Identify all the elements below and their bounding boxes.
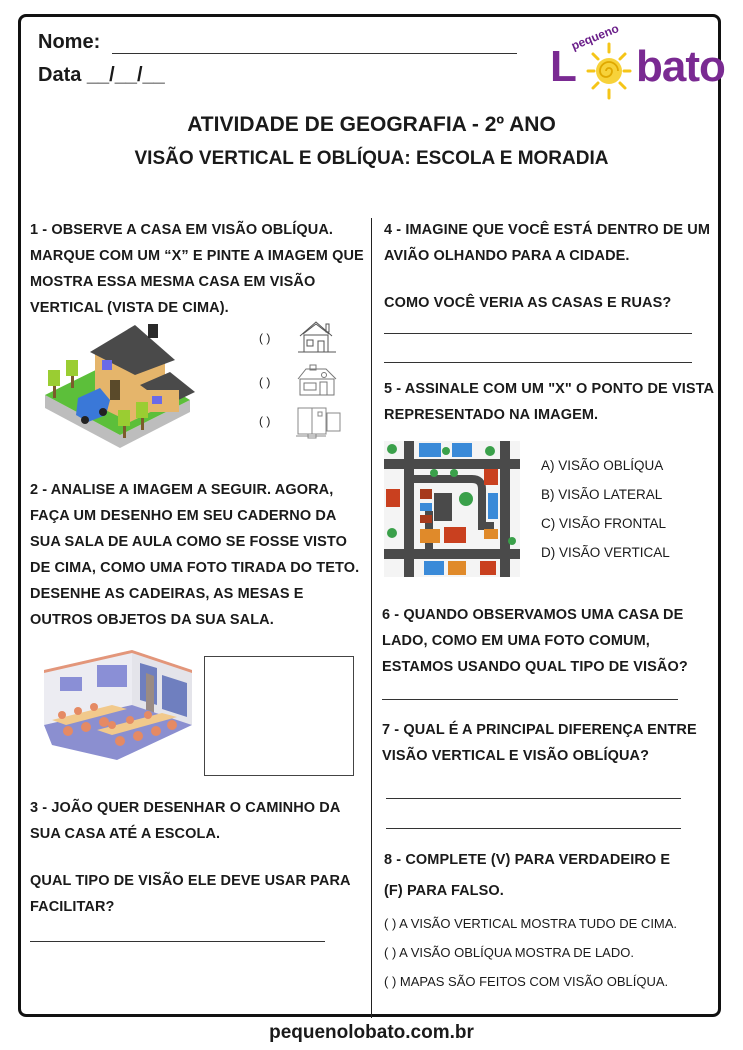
q6-answer-line[interactable]: [382, 699, 678, 700]
q7-answer-line-1[interactable]: [386, 798, 681, 799]
sun-icon: [580, 40, 638, 102]
q1-choice-2-mark[interactable]: ( ): [259, 375, 271, 389]
column-divider: [371, 218, 372, 1018]
page-title: ATIVIDADE DE GEOGRAFIA - 2º ANO: [187, 113, 556, 136]
logo-letter-l: L: [550, 42, 576, 91]
question-8-text-b: (F) PARA FALSO.: [384, 883, 504, 899]
house-front-outline-icon[interactable]: [298, 320, 336, 354]
name-label: Nome:: [38, 31, 101, 53]
q5-option-c[interactable]: C) VISÃO FRONTAL: [541, 516, 667, 531]
footer-site-link[interactable]: pequenolobato.com.br: [269, 1022, 474, 1043]
q8-item-1[interactable]: ( ) A VISÃO VERTICAL MOSTRA TUDO DE CIMA.: [384, 916, 678, 931]
question-3-text-a: 3 - JOÃO QUER DESENHAR O CAMINHO DA SUA CASA ATÉ A ESCOLA.: [30, 800, 340, 842]
date-label: Data __/__/__: [38, 64, 165, 86]
question-3-text-b: QUAL TIPO DE VISÃO ELE DEVE USAR PARA FACILITAR?: [30, 873, 351, 915]
q1-choice-1-mark[interactable]: ( ): [259, 331, 271, 345]
logo: [550, 21, 725, 102]
q5-option-b[interactable]: B) VISÃO LATERAL: [541, 487, 663, 502]
question-1-text: 1 - OBSERVE A CASA EM VISÃO OBLÍQUA. MARQUE COM UM “X” E PINTE A IMAGEM QUE MOSTRA ESSA MESMA CASA EM VISÃO VERTICAL (VISTA DE CIMA).: [30, 222, 364, 316]
question-7-text: 7 - QUAL É A PRINCIPAL DIFERENÇA ENTRE VISÃO VERTICAL E VISÃO OBLÍQUA?: [382, 722, 697, 764]
question-5-text: 5 - ASSINALE COM UM "X" O PONTO DE VISTA REPRESENTADO NA IMAGEM.: [384, 381, 714, 423]
isometric-house-illustration: [40, 320, 200, 460]
q5-option-d[interactable]: D) VISÃO VERTICAL: [541, 545, 670, 560]
question-8-text-a: 8 - COMPLETE (V) PARA VERDADEIRO E: [384, 852, 671, 868]
house-side-outline-icon[interactable]: [296, 363, 338, 397]
q7-answer-line-2[interactable]: [386, 828, 681, 829]
q1-choice-3-mark[interactable]: ( ): [259, 414, 271, 428]
q4-answer-line-1[interactable]: [384, 333, 692, 334]
q5-option-a[interactable]: A) VISÃO OBLÍQUA: [541, 458, 664, 473]
city-top-view-map: [384, 441, 520, 577]
drawing-box[interactable]: [204, 656, 354, 776]
question-4-text-b: COMO VOCÊ VERIA AS CASAS E RUAS?: [384, 295, 672, 311]
question-6-text: 6 - QUANDO OBSERVAMOS UMA CASA DE LADO, COMO EM UMA FOTO COMUM, ESTAMOS USANDO QUAL TIPO DE VISÃO?: [382, 607, 688, 675]
question-2-text: 2 - ANALISE A IMAGEM A SEGUIR. AGORA, FAÇA UM DESENHO EM SEU CADERNO DA SUA SALA DE AULA COMO SE FOSSE VISTO DE CIMA, COMO UMA FOTO TIRADA DO TETO. DESENHE AS CADEIRAS, AS MESAS E OUTROS OBJETOS DA SUA SALA.: [30, 482, 360, 628]
logo-small-text: pequeno: [569, 21, 621, 53]
q8-item-2[interactable]: ( ) A VISÃO OBLÍQUA MOSTRA DE LADO.: [384, 945, 634, 960]
question-4-text-a: 4 - IMAGINE QUE VOCÊ ESTÁ DENTRO DE UM AVIÃO OLHANDO PARA A CIDADE.: [384, 222, 711, 264]
page-subtitle: VISÃO VERTICAL E OBLÍQUA: ESCOLA E MORADIA: [134, 148, 609, 169]
house-top-view-outline-icon[interactable]: [296, 406, 344, 440]
q4-answer-line-2[interactable]: [384, 362, 692, 363]
logo-word-bato: bato: [636, 42, 725, 91]
name-answer-line[interactable]: [112, 53, 517, 54]
classroom-illustration: [42, 645, 194, 765]
q8-item-3[interactable]: ( ) MAPAS SÃO FEITOS COM VISÃO OBLÍQUA.: [384, 974, 669, 989]
q3-answer-line[interactable]: [30, 941, 325, 942]
